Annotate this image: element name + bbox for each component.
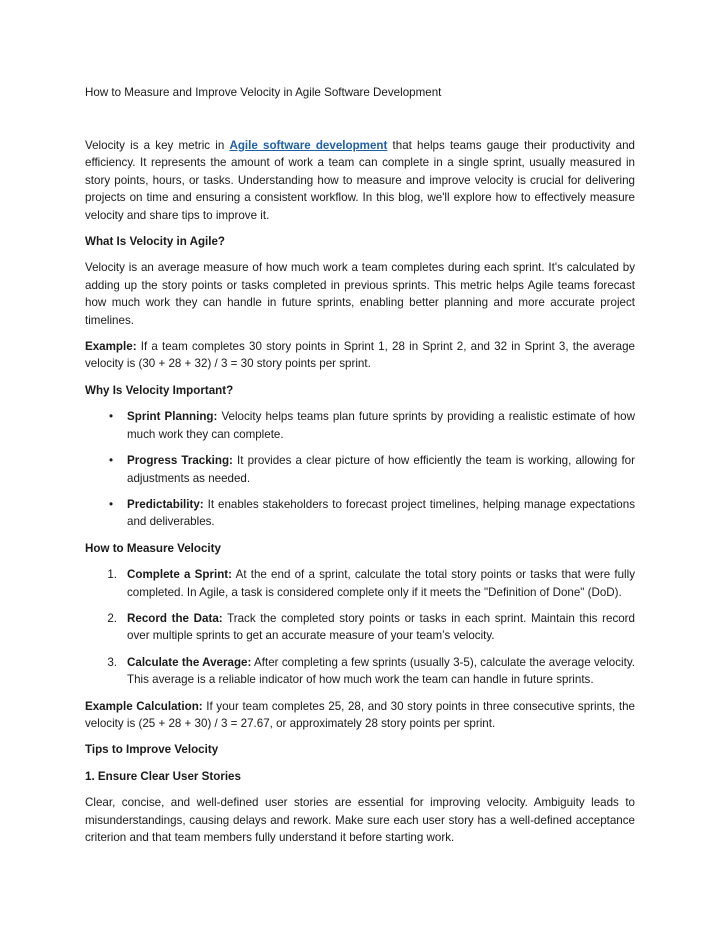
list-item — [85, 408, 635, 443]
tip1-heading: 1. Ensure Clear User Stories — [85, 769, 241, 783]
example-calculation-label: Example Calculation: — [85, 699, 203, 713]
intro-text-end: that helps teams gauge their productivity and efficiency. It represents the amount of work a team can complete in a single sprint, usually measured in story points, hours, or tasks. Understanding how to measure and improve velocity is crucial for delivering projects on time and ensuring a consistent workflow. In this blog, we'll explore how to effectively measure velocity and share tips to improve it. — [85, 139, 635, 222]
number-marker: 1. — [107, 568, 117, 582]
why-list — [85, 408, 635, 530]
list-item-text: At the end of a sprint, calculate the total story points or tasks that were fully completed. In Agile, a task is considered complete only if it meets the "Definition of Done" (DoD). — [127, 568, 635, 599]
list-item — [85, 610, 635, 645]
intro-text-start: Velocity is a key metric in — [85, 139, 230, 152]
list-item-label: Calculate the Average: — [127, 655, 252, 669]
list-item-label: Sprint Planning: — [127, 410, 218, 424]
what-heading: What Is Velocity in Agile? — [85, 235, 226, 249]
tip1-paragraph: Clear, concise, and well-defined user stories are essential for improving velocity. Ambiguity leads to misunderstandings, causing delays and rework. Make sure each user story has a well-defined acceptance criterion and that team members fully understand it before starting work. — [85, 796, 635, 844]
why-heading: Why Is Velocity Important? — [85, 383, 234, 397]
list-item-text: It provides a clear picture of how efficiently the team is working, allowing for adjustments as needed. — [127, 454, 635, 485]
bullet-marker: • — [108, 497, 114, 511]
list-item-text: It enables stakeholders to forecast project timelines, helping manage expectations and deliverables. — [127, 497, 635, 529]
number-marker: 2. — [107, 611, 117, 625]
list-item-text: Track the completed story points or tasks in each sprint. Maintain this record over multiple sprints to get an accurate measure of your team’s velocity. — [127, 611, 635, 643]
agile-software-development-link[interactable]: Agile software development — [229, 139, 388, 152]
example-text: If a team completes 30 story points in Sprint 1, 28 in Sprint 2, and 32 in Sprint 3, the average velocity is (30 + 28 + 32) / 3 = 30 story points per sprint. — [85, 340, 635, 371]
page-title: How to Measure and Improve Velocity in Agile Software Development — [85, 86, 442, 99]
list-item-label: Complete a Sprint: — [127, 568, 233, 582]
list-item-label: Predictability: — [127, 497, 204, 511]
intro-paragraph — [85, 137, 635, 224]
list-item-text: After completing a few sprints (usually 3-5), calculate the average velocity. This average is a reliable indicator of how much work the team can handle in future sprints. — [127, 655, 636, 687]
document-body — [85, 137, 635, 855]
list-item — [85, 452, 635, 487]
list-item-label: Progress Tracking: — [127, 454, 233, 468]
list-item — [85, 496, 635, 531]
bullet-marker: • — [108, 410, 114, 424]
list-item-label: Record the Data: — [127, 611, 223, 625]
example-calculation-text: If your team completes 25, 28, and 30 story points in three consecutive sprints, the velocity is (25 + 28 + 30) / 3 = 27.67, or approximately 28 story points per sprint. — [85, 699, 635, 730]
list-item-text: Velocity helps teams plan future sprints by providing a realistic estimate of how much work they can complete. — [127, 410, 635, 441]
how-heading: How to Measure Velocity — [85, 541, 221, 555]
what-paragraph: Velocity is an average measure of how much work a team completes during each sprint. It's calculated by adding up the story points or tasks completed in previous sprints. This metric helps Agile teams forecast how much work they can handle in future sprints, enabling better planning and more accurate project timelines. — [85, 261, 635, 327]
bullet-marker: • — [108, 454, 114, 468]
list-item — [85, 654, 635, 689]
how-list — [85, 566, 635, 688]
number-marker: 3. — [107, 655, 117, 669]
example-calculation-paragraph — [85, 698, 635, 733]
list-item — [85, 566, 635, 601]
example-label: Example: — [85, 340, 137, 354]
example-paragraph — [85, 338, 635, 373]
tips-heading: Tips to Improve Velocity — [85, 743, 219, 757]
